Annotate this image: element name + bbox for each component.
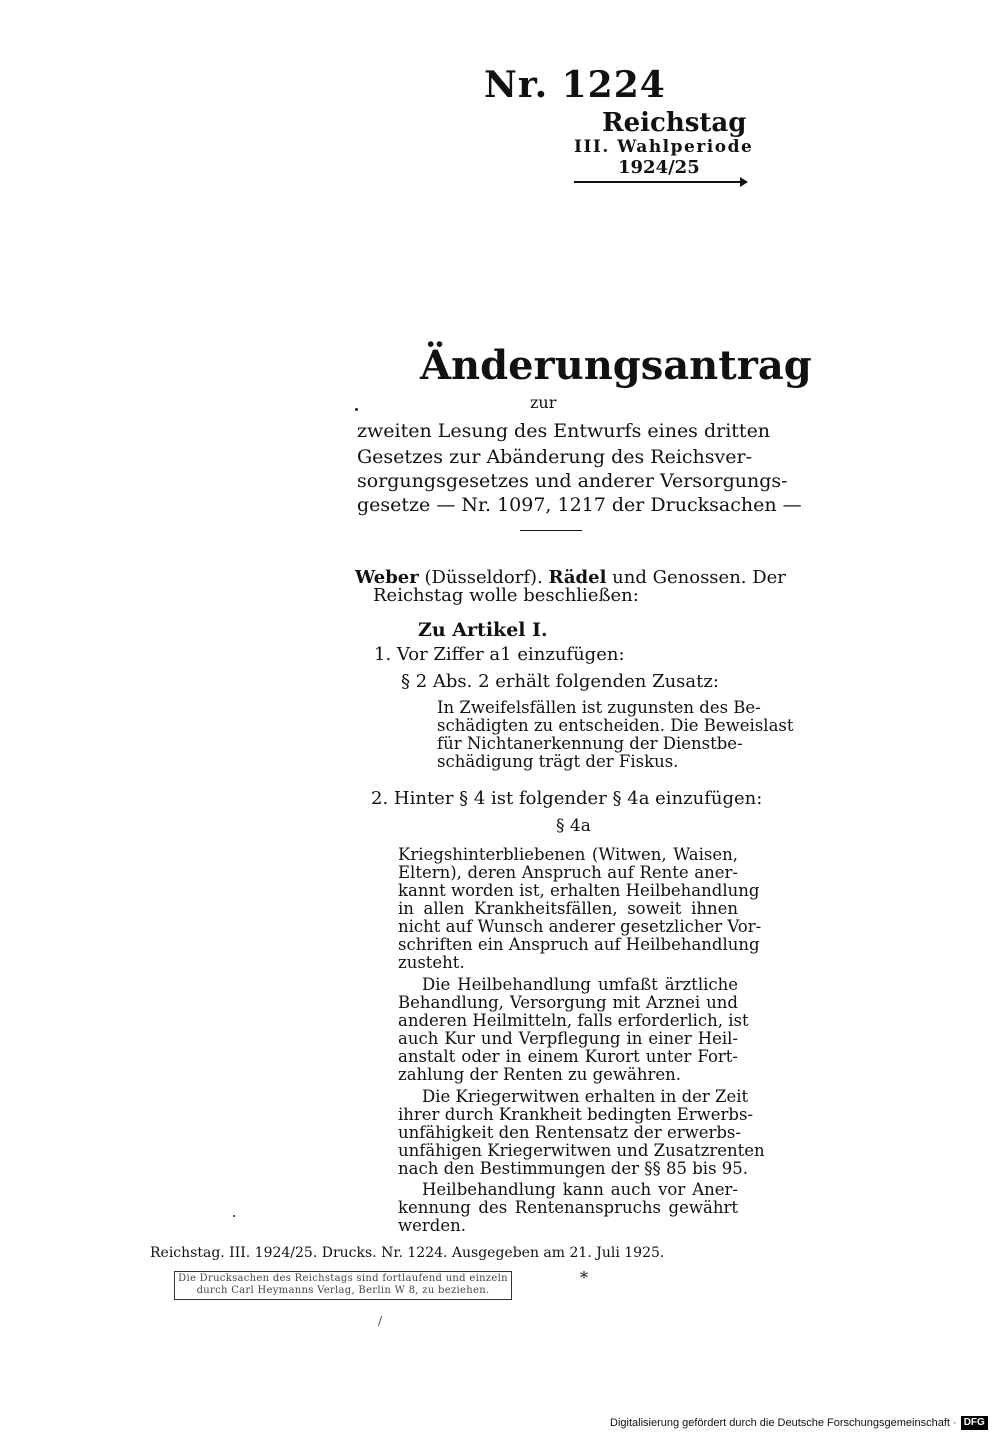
item-1-quote-line: schädigten zu entscheiden. Die Beweislast bbox=[437, 716, 794, 735]
paragraph-4a-line: auch Kur und Verpflegung in einer Heil- bbox=[398, 1029, 738, 1048]
paragraph-4a-line: anderen Heilmitteln, falls erforderlich, ist bbox=[398, 1011, 749, 1030]
signatory-rest: und Genossen. Der bbox=[612, 567, 786, 588]
separator-rule bbox=[520, 530, 582, 531]
artikel-heading: Zu Artikel I. bbox=[418, 619, 548, 641]
digitization-credit bbox=[610, 1416, 988, 1430]
paragraph-4a-line: Die Kriegerwitwen erhalten in der Zeit bbox=[422, 1087, 749, 1106]
imprint-line: Reichstag. III. 1924/25. Drucks. Nr. 1224. Ausgegeben am 21. Juli 1925. bbox=[150, 1245, 665, 1261]
paragraph-4a-line: in allen Krankheitsfällen, soweit ihnen bbox=[398, 899, 738, 918]
paragraph-4a-line: ihrer durch Krankheit bedingten Erwerbs- bbox=[398, 1105, 754, 1124]
stamp-line: durch Carl Heymanns Verlag, Berlin W 8, zu beziehen. bbox=[196, 1285, 490, 1296]
paragraph-4a-line: Eltern), deren Anspruch auf Rente aner- bbox=[398, 863, 738, 882]
paragraph-4a-line: anstalt oder in einem Kurort unter Fort- bbox=[398, 1047, 738, 1066]
subject-line: gesetze — Nr. 1097, 1217 der Drucksachen — bbox=[357, 494, 802, 516]
motion-resolution: Reichstag wolle beschließen: bbox=[373, 585, 639, 606]
paragraph-4a-line: Heilbehandlung kann auch vor Aner- bbox=[422, 1180, 738, 1199]
paragraph-4a-line: kannt worden ist, erhalten Heilbehandlung bbox=[398, 881, 760, 900]
paragraph-4a-line: unfähigkeit den Rentensatz der erwerbs- bbox=[398, 1123, 741, 1142]
paragraph-4a-line: nach den Bestimmungen der §§ 85 bis 95. bbox=[398, 1159, 749, 1178]
paragraph-4a-heading: § 4a bbox=[556, 816, 591, 836]
stray-dot bbox=[355, 408, 358, 411]
paragraph-4a-line: zahlung der Renten zu gewähren. bbox=[398, 1065, 682, 1084]
item-1-quote-line: für Nichtanerkennung der Dienstbe- bbox=[437, 734, 743, 753]
dfg-credit-text: Digitalisierung gefördert durch die Deutsche Forschungsgemeinschaft · bbox=[610, 1417, 957, 1429]
session-years: 1924/25 bbox=[618, 157, 700, 178]
paragraph-4a-line: schriften ein Anspruch auf Heilbehandlung bbox=[398, 935, 760, 954]
stray-dot bbox=[233, 1215, 235, 1217]
legislative-period: III. Wahlperiode bbox=[574, 137, 754, 157]
dfg-logo: DFG bbox=[961, 1416, 988, 1430]
paragraph-4a-line: Kriegshinterbliebenen (Witwen, Waisen, bbox=[398, 845, 738, 864]
stamp-line: Die Drucksachen des Reichstags sind fortlaufend und einzeln bbox=[178, 1273, 508, 1284]
signatory-raedel: Rädel bbox=[548, 567, 607, 588]
item-1-subheading: § 2 Abs. 2 erhält folgenden Zusatz: bbox=[401, 671, 719, 692]
subject-line: Gesetzes zur Abänderung des Reichsver- bbox=[357, 446, 753, 468]
stray-mark: / bbox=[378, 1314, 383, 1328]
item-1-quote-line: In Zweifelsfällen ist zugunsten des Be- bbox=[437, 698, 761, 717]
subject-line: sorgungsgesetzes und anderer Versorgungs- bbox=[357, 470, 788, 492]
distribution-stamp bbox=[174, 1271, 512, 1300]
paragraph-4a-line: unfähigen Kriegerwitwen und Zusatzrenten bbox=[398, 1141, 765, 1160]
document-number: Nr. 1224 bbox=[484, 64, 666, 106]
document-title: Änderungsantrag bbox=[420, 342, 812, 389]
paragraph-4a-line: Behandlung, Versorgung mit Arznei und bbox=[398, 993, 738, 1012]
asterisk-mark: * bbox=[580, 1268, 588, 1287]
item-1-quote-line: schädigung trägt der Fiskus. bbox=[437, 752, 679, 771]
item-1: 1. Vor Ziffer a1 einzufügen: bbox=[374, 644, 625, 665]
signatory-weber: Weber bbox=[355, 567, 419, 588]
paragraph-4a-line: zusteht. bbox=[398, 953, 465, 972]
paragraph-4a-line: Die Heilbehandlung umfaßt ärztliche bbox=[422, 975, 738, 994]
item-2: 2. Hinter § 4 ist folgender § 4a einzufügen: bbox=[371, 788, 763, 809]
paragraph-4a-line: kennung des Rentenanspruchs gewährt bbox=[398, 1198, 738, 1217]
title-zur: zur bbox=[530, 393, 557, 412]
header-rule bbox=[574, 181, 746, 183]
subject-line: zweiten Lesung des Entwurfs eines dritten bbox=[357, 420, 771, 442]
reichstag-heading: Reichstag bbox=[602, 108, 747, 138]
signatory-place: (Düsseldorf). bbox=[424, 567, 543, 588]
paragraph-4a-line: werden. bbox=[398, 1216, 466, 1235]
paragraph-4a-line: nicht auf Wunsch anderer gesetzlicher Vor- bbox=[398, 917, 762, 936]
